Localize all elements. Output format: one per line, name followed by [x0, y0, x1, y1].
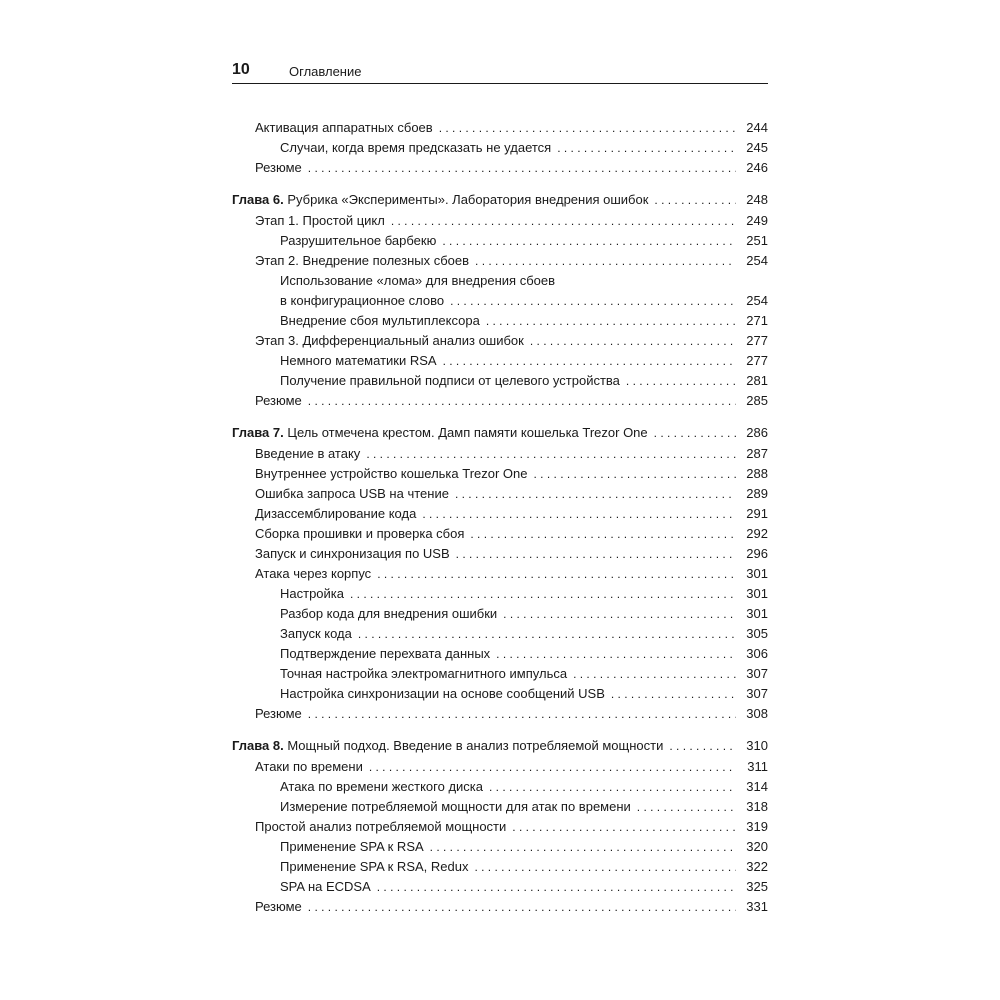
toc-chapter-row [232, 191, 768, 209]
toc-entry-title [280, 232, 436, 250]
toc-entry-label: SPA на ECDSA [280, 879, 371, 894]
toc-entry-row [280, 292, 768, 310]
toc-entry-title [255, 758, 363, 776]
toc-entry-label: Мощный подход. Введение в анализ потребляемой мощности [283, 738, 664, 753]
toc-page-number: 281 [746, 373, 768, 388]
toc-entry-title [255, 119, 433, 137]
toc-page-number: 301 [746, 606, 768, 621]
toc-entry-title [255, 392, 302, 410]
dot-leader [573, 665, 736, 683]
toc-entry-title [280, 605, 497, 623]
toc-entry-title [255, 445, 360, 463]
toc-entry-row [255, 119, 768, 137]
dot-leader [637, 798, 736, 816]
dot-leader [439, 119, 736, 137]
toc-entry-label: Цель отмечена крестом. Дамп памяти кошелька Trezor One [283, 425, 648, 440]
toc-entry-title [280, 292, 444, 310]
toc-entry-label: Рубрика «Эксперименты». Лаборатория внедрения ошибок [283, 192, 649, 207]
toc-page-number: 305 [746, 626, 768, 641]
page-number: 10 [232, 61, 250, 78]
toc-entry-title [255, 505, 416, 523]
toc-entry-row [280, 605, 768, 623]
dot-leader [450, 292, 736, 310]
toc-entry-title [232, 737, 663, 755]
dot-leader [442, 232, 736, 250]
toc-page-number: 318 [746, 799, 768, 814]
toc-entry-label: Разбор кода для внедрения ошибки [280, 606, 498, 621]
dot-leader [443, 352, 736, 370]
dot-leader [557, 139, 736, 157]
toc-entry-title [255, 898, 302, 916]
toc-entry-row [255, 332, 768, 350]
toc-page-number: 246 [746, 160, 768, 175]
toc-chapter-row [232, 737, 768, 755]
toc-page-number: 291 [746, 506, 768, 521]
toc-entry-label: Резюме [255, 706, 302, 721]
toc-entry-title [255, 525, 464, 543]
toc-entry-row [280, 232, 768, 250]
dot-leader [486, 312, 736, 330]
toc-entry-label: Настройка [280, 586, 344, 601]
toc-page-number: 310 [746, 738, 768, 753]
dot-leader [350, 585, 736, 603]
toc-entry-label: Резюме [255, 899, 302, 914]
toc-page-number: 251 [746, 233, 768, 248]
toc-entry-row [255, 705, 768, 723]
toc-entry-label: Случаи, когда время предсказать не удается [280, 140, 552, 155]
toc-page-number: 277 [746, 333, 768, 348]
toc-page-number: 285 [746, 393, 768, 408]
toc-entry-title [255, 565, 371, 583]
dot-leader [391, 212, 736, 230]
toc-entry-label: Точная настройка электромагнитного импульса [280, 666, 568, 681]
toc-entry-label: Внутреннее устройство кошелька Trezor One [255, 466, 528, 481]
toc-page-number: 248 [746, 192, 768, 207]
toc-entry-label: Этап 3. Дифференциальный анализ ошибок [255, 333, 524, 348]
toc-entry-row [255, 485, 768, 503]
toc-entry-row [280, 778, 768, 796]
toc-page-number: 307 [746, 686, 768, 701]
dot-leader [308, 392, 736, 410]
toc-entry-row [280, 798, 768, 816]
toc-entry-title [232, 191, 648, 209]
toc-entry-title [232, 424, 648, 442]
toc-entry-title [255, 485, 449, 503]
toc-entry-label: Резюме [255, 160, 302, 175]
dot-leader [455, 485, 736, 503]
toc-entry-title [255, 705, 302, 723]
toc-entry-label: Внедрение сбоя мультиплексора [280, 313, 480, 328]
toc-entry-title [280, 312, 480, 330]
toc-entry-title [255, 465, 528, 483]
toc-entry-row [255, 545, 768, 563]
toc-page-number: 322 [746, 859, 768, 874]
toc-entry-title [280, 798, 631, 816]
dot-leader [654, 191, 736, 209]
toc-entry-row [255, 898, 768, 916]
dot-leader [456, 545, 736, 563]
toc-page-number: 301 [746, 566, 768, 581]
chapter-number: Глава 8. [232, 738, 284, 753]
toc-entry-label: Запуск и синхронизация по USB [255, 546, 450, 561]
toc-entry-row [280, 685, 768, 703]
toc-entry-label: Подтверждение перехвата данных [280, 646, 491, 661]
dot-leader [474, 858, 736, 876]
toc-entry-title [280, 625, 352, 643]
toc-entry-title [280, 139, 551, 157]
toc-entry-title [255, 159, 302, 177]
toc-entry-label: Резюме [255, 393, 302, 408]
dot-leader [626, 372, 736, 390]
toc-entry-label: Атаки по времени [255, 759, 363, 774]
toc-entry-title [255, 818, 506, 836]
toc-entry-label: Дизассемблирование кода [255, 506, 417, 521]
toc-entry-label: Простой анализ потребляемой мощности [255, 819, 507, 834]
toc-page-number: 244 [746, 120, 768, 135]
dot-leader [496, 645, 736, 663]
toc-entry-label: Сборка прошивки и проверка сбоя [255, 526, 465, 541]
toc-page-number: 320 [746, 839, 768, 854]
toc-chapter-row [232, 424, 768, 442]
toc-entry-title [280, 273, 555, 288]
dot-leader [534, 465, 736, 483]
toc-entry-label: Применение SPA к RSA, Redux [280, 859, 469, 874]
toc-entry-row [255, 159, 768, 177]
dot-leader [530, 332, 736, 350]
toc-entry-title [280, 645, 490, 663]
dot-leader [430, 838, 736, 856]
toc-entry-row [255, 392, 768, 410]
dot-leader [369, 758, 736, 776]
toc-entry-title [280, 838, 424, 856]
toc-entry-label: Использование «лома» для внедрения сбоев [280, 273, 556, 288]
toc-entry-label: Атака по времени жесткого диска [280, 779, 483, 794]
toc-entry-row [255, 252, 768, 270]
toc-page-number: 245 [746, 140, 768, 155]
toc-entry-title [255, 545, 450, 563]
dot-leader [308, 898, 736, 916]
toc-entry-title [255, 332, 524, 350]
toc-entry-row [255, 525, 768, 543]
toc-page-number: 287 [746, 446, 768, 461]
toc-entry-title [280, 352, 437, 370]
toc-page-number: 296 [746, 546, 768, 561]
toc-page-number: 325 [746, 879, 768, 894]
toc-entry-row [280, 139, 768, 157]
toc-entry-row [280, 665, 768, 683]
toc-page-number: 254 [746, 293, 768, 308]
toc-entry-row [255, 565, 768, 583]
toc-entry-label: Атака через корпус [255, 566, 372, 581]
dot-leader [377, 878, 736, 896]
toc-entry-row [255, 445, 768, 463]
toc-page-number: 314 [746, 779, 768, 794]
toc-entry-label: Настройка синхронизации на основе сообщений USB [280, 686, 605, 701]
toc-entry-label: Получение правильной подписи от целевого устройства [280, 373, 620, 388]
toc-page-number: 249 [746, 213, 768, 228]
toc-page-number: 319 [746, 819, 768, 834]
dot-leader [654, 424, 736, 442]
toc-entry-row [280, 312, 768, 330]
toc-entry-label: Активация аппаратных сбоев [255, 120, 433, 135]
toc-page-number: 254 [746, 253, 768, 268]
toc-page-number: 331 [746, 899, 768, 914]
toc-page-number: 311 [747, 759, 768, 774]
toc-entry-row [280, 585, 768, 603]
toc-entry-title [255, 212, 385, 230]
dot-leader [358, 625, 736, 643]
toc-entry-title [280, 685, 605, 703]
dot-leader [489, 778, 736, 796]
toc-entry-label: Запуск кода [280, 626, 352, 641]
toc-entry-row [255, 818, 768, 836]
dot-leader [422, 505, 736, 523]
toc-entry-row [280, 838, 768, 856]
toc-entry-title [280, 372, 620, 390]
toc-page-number: 292 [746, 526, 768, 541]
dot-leader [377, 565, 736, 583]
toc-page-number: 271 [746, 313, 768, 328]
toc-entry-row [280, 878, 768, 896]
toc-entry-label: Измерение потребляемой мощности для атак по времени [280, 799, 631, 814]
toc-entry-label: Ошибка запроса USB на чтение [255, 486, 449, 501]
toc-page-number: 308 [746, 706, 768, 721]
toc-entry-row [280, 352, 768, 370]
page-header [232, 61, 768, 85]
chapter-number: Глава 6. [232, 192, 284, 207]
toc-page-number: 301 [746, 586, 768, 601]
toc-entry-row [255, 505, 768, 523]
dot-leader [475, 252, 736, 270]
toc-entry-row [280, 272, 555, 290]
toc-entry-title [255, 252, 469, 270]
dot-leader [611, 685, 736, 703]
toc-entry-title [280, 778, 483, 796]
toc-entry-row [280, 858, 768, 876]
toc-entry-label: Применение SPA к RSA [280, 839, 424, 854]
toc-entry-label: Этап 2. Внедрение полезных сбоев [255, 253, 470, 268]
toc-entry-row [255, 465, 768, 483]
toc-entry-label: Этап 1. Простой цикл [255, 213, 385, 228]
toc-entry-row [280, 372, 768, 390]
toc-entry-label: Немного математики RSA [280, 353, 437, 368]
dot-leader [308, 159, 736, 177]
toc-page-number: 306 [746, 646, 768, 661]
running-title: Оглавление [289, 64, 362, 79]
toc-entry-title [280, 858, 468, 876]
toc-page-number: 277 [746, 353, 768, 368]
toc-entry-title [280, 665, 567, 683]
dot-leader [512, 818, 736, 836]
toc-entry-row [280, 645, 768, 663]
toc-entry-label: в конфигурационное слово [280, 293, 445, 308]
toc-entry-title [280, 585, 344, 603]
dot-leader [308, 705, 736, 723]
header-divider [232, 83, 768, 84]
dot-leader [366, 445, 736, 463]
toc-page-number: 286 [746, 425, 768, 440]
toc-page-number: 307 [746, 666, 768, 681]
toc-entry-row [255, 212, 768, 230]
toc-entry-row [280, 625, 768, 643]
toc-page-number: 288 [746, 466, 768, 481]
toc-entry-title [280, 878, 371, 896]
toc-entry-label: Введение в атаку [255, 446, 361, 461]
toc-entry-row [255, 758, 768, 776]
chapter-number: Глава 7. [232, 425, 284, 440]
toc-entry-label: Разрушительное барбекю [280, 233, 437, 248]
dot-leader [669, 737, 736, 755]
dot-leader [470, 525, 736, 543]
toc-page-number: 289 [746, 486, 768, 501]
dot-leader [503, 605, 736, 623]
